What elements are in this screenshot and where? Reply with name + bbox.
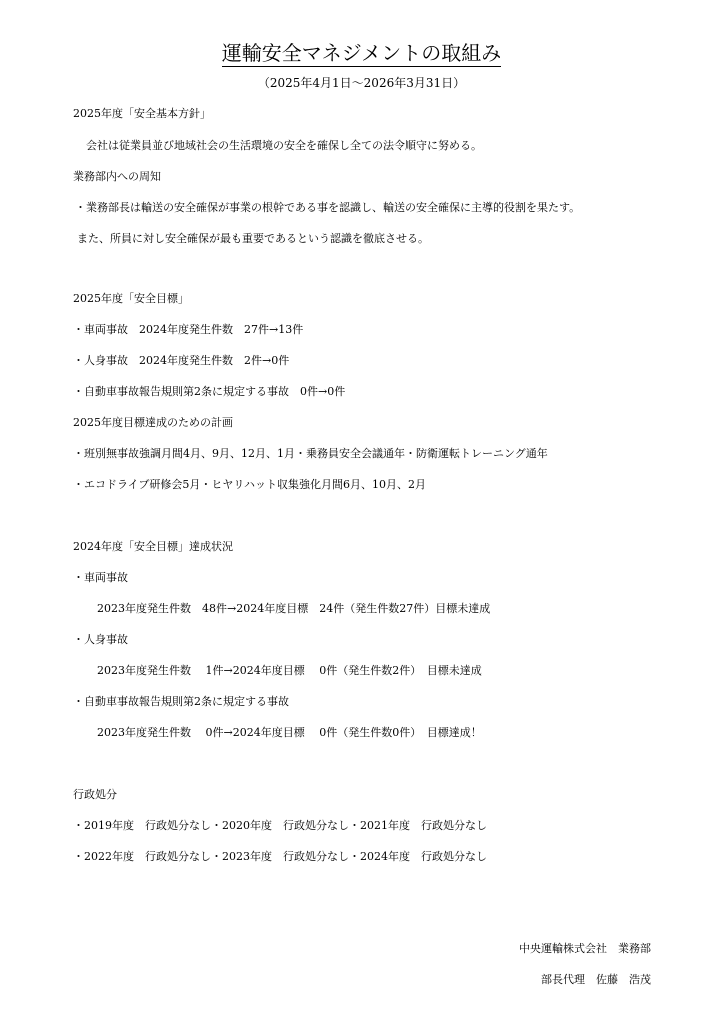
page-title-text: 運輸安全マネジメントの取組み bbox=[221, 41, 502, 65]
signature-person: 部長代理 佐藤 浩茂 bbox=[541, 973, 651, 986]
period-range: （2025年4月1日〜2026年3月31日） bbox=[257, 76, 466, 90]
result-category-label: ・自動車事故報告規則第2条に規定する事故 bbox=[73, 695, 289, 708]
result-category-detail: 2023年度発生件数 0件→2024年度目標 0件（発生件数0件） 目標達成！ bbox=[97, 726, 482, 739]
administrative-line: ・2019年度 行政処分なし・2020年度 行政処分なし・2021年度 行政処分なし bbox=[73, 819, 487, 832]
plan-heading: 2025年度目標達成のための計画 bbox=[73, 416, 233, 429]
result-category-label: ・車両事故 bbox=[73, 571, 128, 584]
plan-item: ・班別無事故強調月間4月、9月、12月、1月・乗務員安全会議通年・防衛運転トレーニング通年 bbox=[73, 447, 548, 460]
notice-line-1: ・業務部長は輸送の安全確保が事業の根幹である事を認識し、輸送の安全確保に主導的役割を果たす。 bbox=[75, 201, 581, 214]
signature-company: 中央運輸株式会社 業務部 bbox=[519, 942, 651, 955]
goal-item: ・車両事故 2024年度発生件数 27件→13件 bbox=[73, 323, 304, 336]
goals-heading: 2025年度「安全目標」 bbox=[73, 292, 189, 305]
goal-item: ・自動車事故報告規則第2条に規定する事故 0件→0件 bbox=[73, 385, 346, 398]
results-heading: 2024年度「安全目標」達成状況 bbox=[73, 540, 233, 553]
administrative-heading: 行政処分 bbox=[73, 788, 117, 801]
goal-item: ・人身事故 2024年度発生件数 2件→0件 bbox=[73, 354, 290, 367]
result-category-label: ・人身事故 bbox=[73, 633, 128, 646]
policy-statement: 会社は従業員並び地域社会の生活環境の安全を確保し全ての法令順守に努める。 bbox=[86, 139, 482, 152]
notice-heading: 業務部内への周知 bbox=[73, 170, 161, 183]
administrative-line: ・2022年度 行政処分なし・2023年度 行政処分なし・2024年度 行政処分なし bbox=[73, 850, 487, 863]
notice-line-2: また、所員に対し安全確保が最も重要であるという認識を徹底させる。 bbox=[77, 232, 429, 245]
page-title bbox=[0, 40, 723, 66]
result-category-detail: 2023年度発生件数 1件→2024年度目標 0件（発生件数2件） 目標未達成 bbox=[97, 664, 482, 677]
policy-heading: 2025年度「安全基本方針」 bbox=[73, 107, 211, 120]
result-category-detail: 2023年度発生件数 48件→2024年度目標 24件（発生件数27件）目標未達成 bbox=[97, 602, 491, 615]
plan-item: ・エコドライブ研修会5月・ヒヤリハット収集強化月間6月、10月、2月 bbox=[73, 478, 427, 491]
